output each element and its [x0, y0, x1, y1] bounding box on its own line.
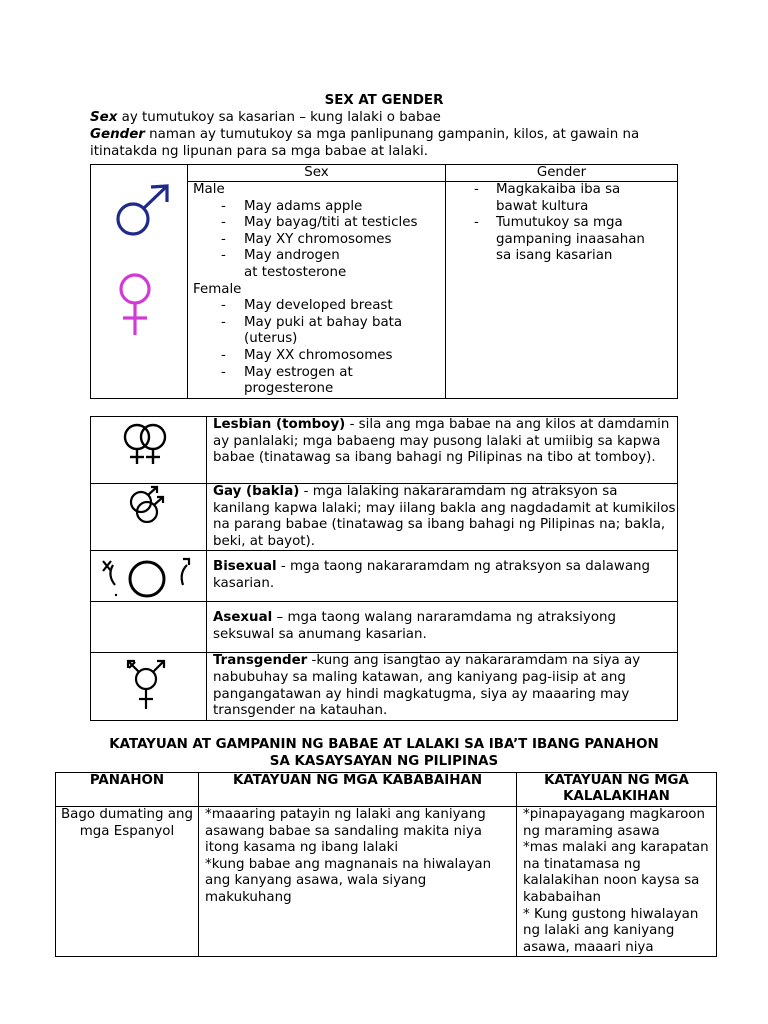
list-item: - Tumutukoy sa mga gampaning inaasahan sa isang kasarian: [446, 215, 656, 265]
gender-term: Gender: [90, 127, 145, 142]
list-item: - Magkakaiba iba sa bawat kultura: [446, 182, 631, 215]
list-item: - May adams apple: [193, 199, 445, 216]
page-title: SEX AT GENDER: [324, 93, 444, 108]
separator: -: [299, 484, 313, 499]
male-label: Male: [193, 182, 225, 197]
symbol-cell: [91, 484, 207, 551]
gender-cell: [446, 182, 678, 399]
orientation-desc: kung ang isangtao ay nakararamdam na siya ay nabubuhay sa maling katawan, ang kaniyang pag-iisip at ang pangangatawan ay hindi magkatugma, siya ay maaaring may transgender na katauhan.: [213, 653, 641, 719]
orientation-text: [207, 551, 678, 602]
list-item: - May puki at bahay bata (uterus): [193, 315, 414, 348]
orientation-text: [207, 602, 678, 653]
orientation-desc: mga taong walang nararamdama ng atraksiyong seksuwal sa anumang kasarian.: [213, 610, 616, 642]
section-heading-line: KATAYUAN AT GAMPANIN NG BABAE AT LALAKI SA IBA’T IBANG PANAHON: [109, 737, 659, 752]
table-row: [91, 484, 678, 551]
sex-header: Sex: [188, 165, 446, 182]
kalalakihan-cell: *pinapayagang magkaroon ng maraming asawa *mas malaki ang karapatan na tinatamasa ng kalalakihan noon kaysa sa kababaihan * Kung gustong hiwalayan ng lalaki ang kaniyang asawa, maaari niya: [517, 807, 717, 957]
orientation-term: Transgender: [213, 653, 308, 669]
panahon-cell: Bago dumating ang mga Espanyol: [56, 807, 199, 957]
gender-definition: [90, 127, 690, 160]
table-row: [91, 653, 678, 720]
orientation-term: Bisexual: [213, 559, 277, 575]
table-row: [91, 417, 678, 484]
table-row: [56, 807, 717, 957]
orientation-term: Gay (bakla): [213, 484, 300, 499]
table-row: [91, 602, 678, 653]
column-header: PANAHON: [56, 773, 199, 807]
table-row: [91, 551, 678, 602]
list-item: - May bayag/titi at testicles: [193, 215, 445, 232]
separator: -: [307, 653, 317, 669]
symbol-cell: [91, 653, 207, 720]
double-venus-icon: [91, 417, 206, 483]
female-list: [193, 298, 445, 398]
male-female-symbols: [91, 165, 187, 395]
sex-gender-table: [90, 164, 678, 399]
orientation-text: [207, 653, 678, 720]
orientation-term: Asexual: [213, 610, 273, 626]
history-table: [55, 772, 717, 957]
male-list: [193, 199, 445, 282]
kababaihan-cell: *maaaring patayin ng lalaki ang kaniyang asawang babae sa sandaling makita niya itong kasama ng ibang lalaki *kung babae ang magnanais na hiwalayan ang kanyang asawa, wala siyang makukuhang: [199, 807, 517, 957]
list-item: - May estrogen at progesterone: [193, 365, 374, 398]
list-item: - May developed breast: [193, 298, 445, 315]
symbol-cell: [91, 602, 207, 653]
column-header: KATAYUAN NG MGA KALALAKIHAN: [517, 773, 717, 807]
table-header-row: [56, 773, 717, 807]
separator: –: [272, 610, 288, 626]
orientation-table: [90, 416, 678, 721]
female-label: Female: [193, 281, 242, 297]
male-symbol-icon: [118, 186, 167, 234]
female-symbol-icon: [121, 275, 149, 335]
separator: -: [276, 559, 291, 575]
transgender-icon: [91, 653, 206, 719]
column-header: KATAYUAN NG MGA KABABAIHAN: [199, 773, 517, 807]
double-mars-icon: [91, 484, 206, 550]
section-heading-line: SA KASAYSAYAN NG PILIPINAS: [269, 753, 499, 769]
list-item: - May XY chromosomes: [193, 232, 445, 249]
sex-definition: [90, 110, 690, 127]
gender-definition-text: naman ay tumutukoy sa mga panlipunang gampanin, kilos, at gawain na itinatakda ng lipunan para sa mga babae at lalaki.: [90, 127, 640, 159]
gender-list: [446, 182, 677, 265]
symbol-cell: [91, 417, 207, 484]
sex-definition-text: ay tumutukoy sa kasarian – kung lalaki o babae: [117, 110, 441, 125]
orientation-desc: mga taong nakararamdam ng atraksyon sa dalawang kasarian.: [213, 559, 651, 591]
orientation-term: Lesbian (tomboy): [213, 417, 346, 432]
list-item: - May XX chromosomes: [193, 348, 445, 365]
bisexual-icon: [91, 551, 206, 601]
orientation-text: [207, 417, 678, 484]
sex-term: Sex: [90, 110, 118, 125]
sex-cell: [188, 182, 446, 399]
orientation-desc: mga lalaking nakararamdam ng atraksyon sa kanilang kapwa lalaki; may iilang bakla ang nagdadamit at kumikilos na parang babae (tinatawag sa ibang bahagi ng Pilipinas na; bakla, beki, at bayot).: [213, 484, 676, 549]
orientation-text: [207, 484, 678, 551]
orientation-desc: sila ang mga babae na ang kilos at damdamin ay panlalaki; mga babaeng may pusong lalaki at umiibig sa kapwa babae (tinatawag sa ibang bahagi ng Pilipinas na tibo at tomboy).: [213, 417, 670, 466]
section-heading: [0, 737, 768, 770]
separator: -: [345, 417, 359, 432]
gender-header: Gender: [446, 165, 678, 182]
sex-symbols-cell: [91, 165, 188, 399]
list-item: - May androgen at testosterone: [193, 248, 354, 281]
symbol-cell: [91, 551, 207, 602]
